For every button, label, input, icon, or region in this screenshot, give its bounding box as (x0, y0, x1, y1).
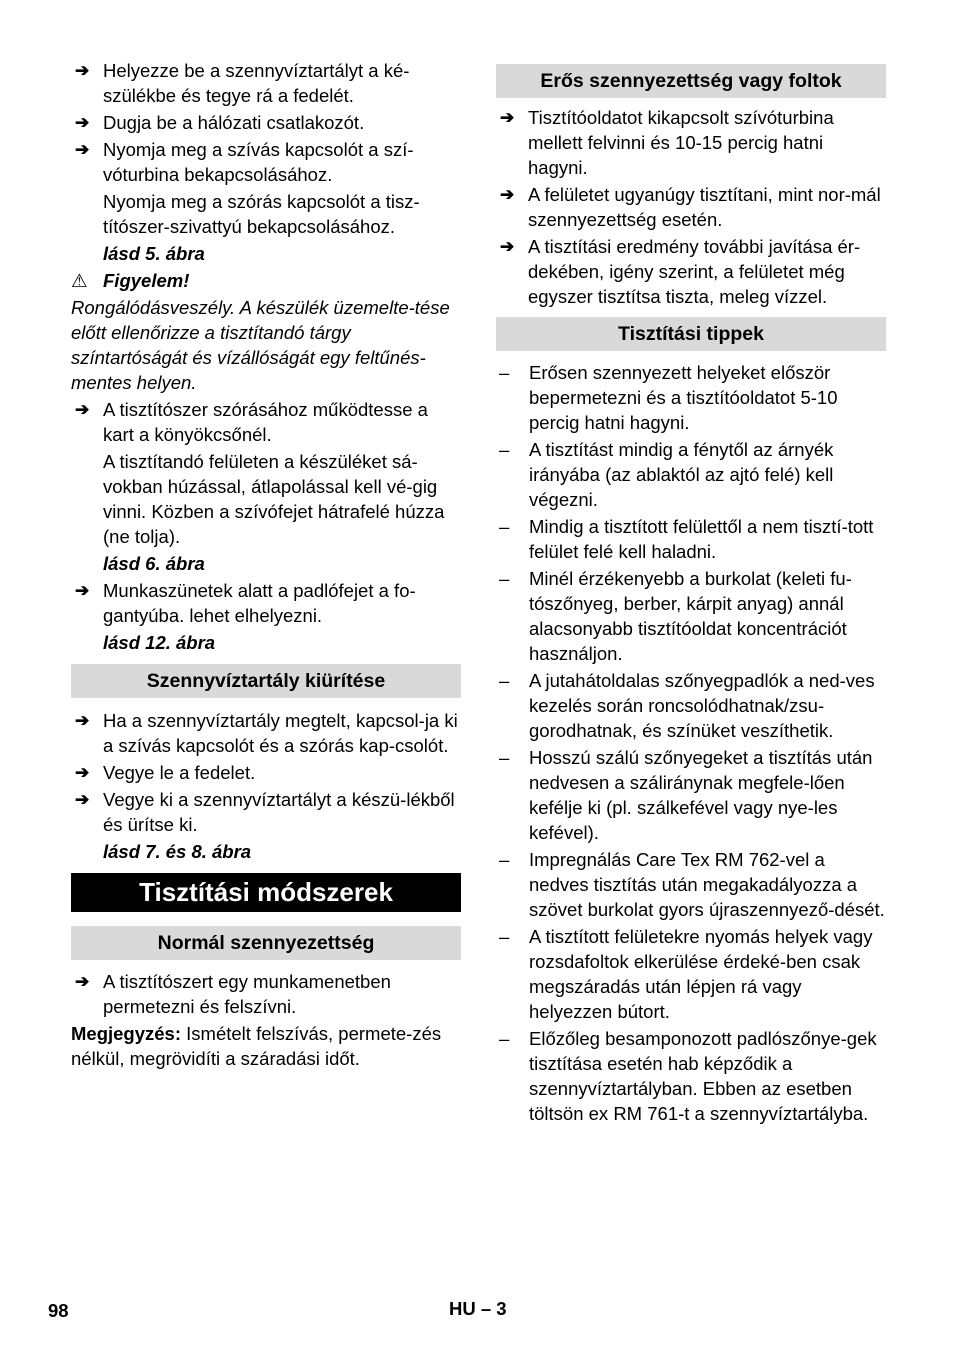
list-item: – A tisztítást mindig a fénytől az árnyék irányába (az ablaktól az ajtó felé) kell végezni. (499, 439, 834, 510)
list-item: – Impregnálás Care Tex RM 762-vel a nedves tisztítás után megakadályozza a szövet burkolat gyors újraszennyező-dését. (499, 849, 885, 920)
dash-bullet: – (499, 1028, 510, 1049)
warning-text: Rongálódásveszély. A készülék üzemelte-tése előtt ellenőrizze a tisztítandó tárgy színtartóságát és vízállóságát egy feltűnés-mentes helyen. (71, 297, 450, 393)
instruction-continuation: A tisztítandó felületen a készüléket sá-vokban húzással, átlapolással kell vé-gig vinni. Közben a szívófejet hátrafelé húzza (ne tolja). (103, 451, 445, 547)
arrow-icon: ➔ (75, 972, 90, 991)
figure-reference: lásd 6. ábra (103, 553, 205, 574)
instruction-step: ➔ Helyezze be a szennyvíztartályt a ké-szülékbe és tegye rá a fedelét. (75, 60, 410, 106)
dash-bullet: – (499, 747, 510, 768)
arrow-icon: ➔ (500, 108, 515, 127)
instruction-step: ➔ A tisztítási eredmény további javítása ér-dekében, igény szerint, a felületet még egyszer tisztítsa tiszta, meleg vízzel. (500, 236, 861, 307)
instruction-step: ➔ Vegye ki a szennyvíztartályt a készü-lékből és ürítse ki. (75, 789, 455, 835)
list-item: – Előzőleg besamponozott padlószőnye-gek tisztítása esetén hab képződik a szennyvíztartályban. Ebben az esetben töltsön ex RM 761-t a szennyvíztartályba. (499, 1028, 877, 1124)
language-page-marker: HU – 3 (449, 1298, 507, 1319)
list-item: – Minél érzékenyebb a burkolat (keleti fu-tószőnyeg, berber, kárpit anyag) annál alacsonyabb tisztítóoldat koncentrációt használjon. (499, 568, 852, 664)
arrow-icon: ➔ (75, 61, 90, 80)
dash-bullet: – (499, 362, 510, 383)
list-item: – Hosszú szálú szőnyegeket a tisztítás után nedvesen a száliránynak megfele-lően kefélje ki (pl. szálkefével vagy nye-les kefével). (499, 747, 873, 843)
section-heading-heavy-soiling: Erős szennyezettség vagy foltok (496, 64, 886, 98)
arrow-icon: ➔ (75, 581, 90, 600)
list-item: – A tisztított felületekre nyomás helyek vagy rozsdafoltok elkerülése érdeké-ben csak megszáradás után lépjen rá vagy helyezzen bútort. (499, 926, 873, 1022)
figure-reference: lásd 5. ábra (103, 243, 205, 264)
left-column (71, 58, 461, 1071)
arrow-icon: ➔ (75, 400, 90, 419)
dash-bullet: – (499, 516, 510, 537)
instruction-step: ➔ A felületet ugyanúgy tisztítani, mint nor-mál szennyezettség esetén. (500, 184, 881, 230)
page-number: 98 (48, 1300, 69, 1321)
arrow-icon: ➔ (75, 140, 90, 159)
figure-reference: lásd 12. ábra (103, 632, 216, 653)
dash-bullet: – (499, 439, 510, 460)
warning-icon: ⚠ (71, 270, 88, 291)
section-heading-tank-emptying: Szennyvíztartály kiürítése (71, 664, 461, 698)
arrow-icon: ➔ (75, 711, 90, 730)
note-label: Megjegyzés: (71, 1023, 182, 1044)
instruction-step: ➔ Munkaszünetek alatt a padlófejet a fo-gantyúba. lehet elhelyezni. (75, 580, 416, 626)
instruction-step: ➔ A tisztítószer szórásához működtesse a kart a könyökcsőnél. (75, 399, 428, 445)
instruction-step: ➔ A tisztítószert egy munkamenetben permetezni és felszívni. (75, 971, 391, 1017)
arrow-icon: ➔ (75, 763, 90, 782)
section-heading-cleaning-tips: Tisztítási tippek (496, 317, 886, 351)
instruction-step: ➔ Nyomja meg a szívás kapcsolót a szí-vóturbina bekapcsolásához. (75, 139, 414, 185)
chapter-heading: Tisztítási módszerek (71, 873, 461, 912)
list-item: – Erősen szennyezett helyeket először bepermetezni és a tisztítóoldatot 5-10 percig hatni hagyni. (499, 362, 838, 433)
instruction-continuation: Nyomja meg a szórás kapcsolót a tisz-títószer-szivattyú bekapcsolásához. (103, 191, 420, 237)
note-text: Ismételt felszívás, permete-zés nélkül, megrövidíti a száradási időt. (71, 1023, 442, 1069)
dash-bullet: – (499, 849, 510, 870)
arrow-icon: ➔ (500, 237, 515, 256)
figure-reference: lásd 7. és 8. ábra (103, 841, 252, 862)
arrow-icon: ➔ (75, 790, 90, 809)
section-heading-normal-soiling: Normál szennyezettség (71, 926, 461, 960)
arrow-icon: ➔ (500, 185, 515, 204)
arrow-icon: ➔ (75, 113, 90, 132)
dash-bullet: – (499, 670, 510, 691)
instruction-step: ➔ Ha a szennyvíztartály megtelt, kapcsol-ja ki a szívás kapcsolót és a szórás kap-csolót. (75, 710, 458, 756)
instruction-step: ➔ Dugja be a hálózati csatlakozót. (75, 112, 365, 133)
list-item: – A jutahátoldalas szőnyegpadlók a ned-ves kezelés során roncsolódhatnak/zsu-gorodhatnak, és színüket veszíthetik. (499, 670, 875, 741)
dash-bullet: – (499, 568, 510, 589)
instruction-step: ➔ Vegye le a fedelet. (75, 762, 256, 783)
note (71, 1021, 461, 1071)
list-item: – Mindig a tisztított felülettől a nem tisztí-tott felület felé kell haladni. (499, 516, 874, 562)
right-column (496, 64, 886, 1128)
dash-bullet: – (499, 926, 510, 947)
instruction-step: ➔ Tisztítóoldatot kikapcsolt szívóturbina mellett felvinni és 10-15 percig hatni hagyni. (500, 107, 834, 178)
warning-heading: ⚠ Figyelem! (71, 270, 190, 291)
